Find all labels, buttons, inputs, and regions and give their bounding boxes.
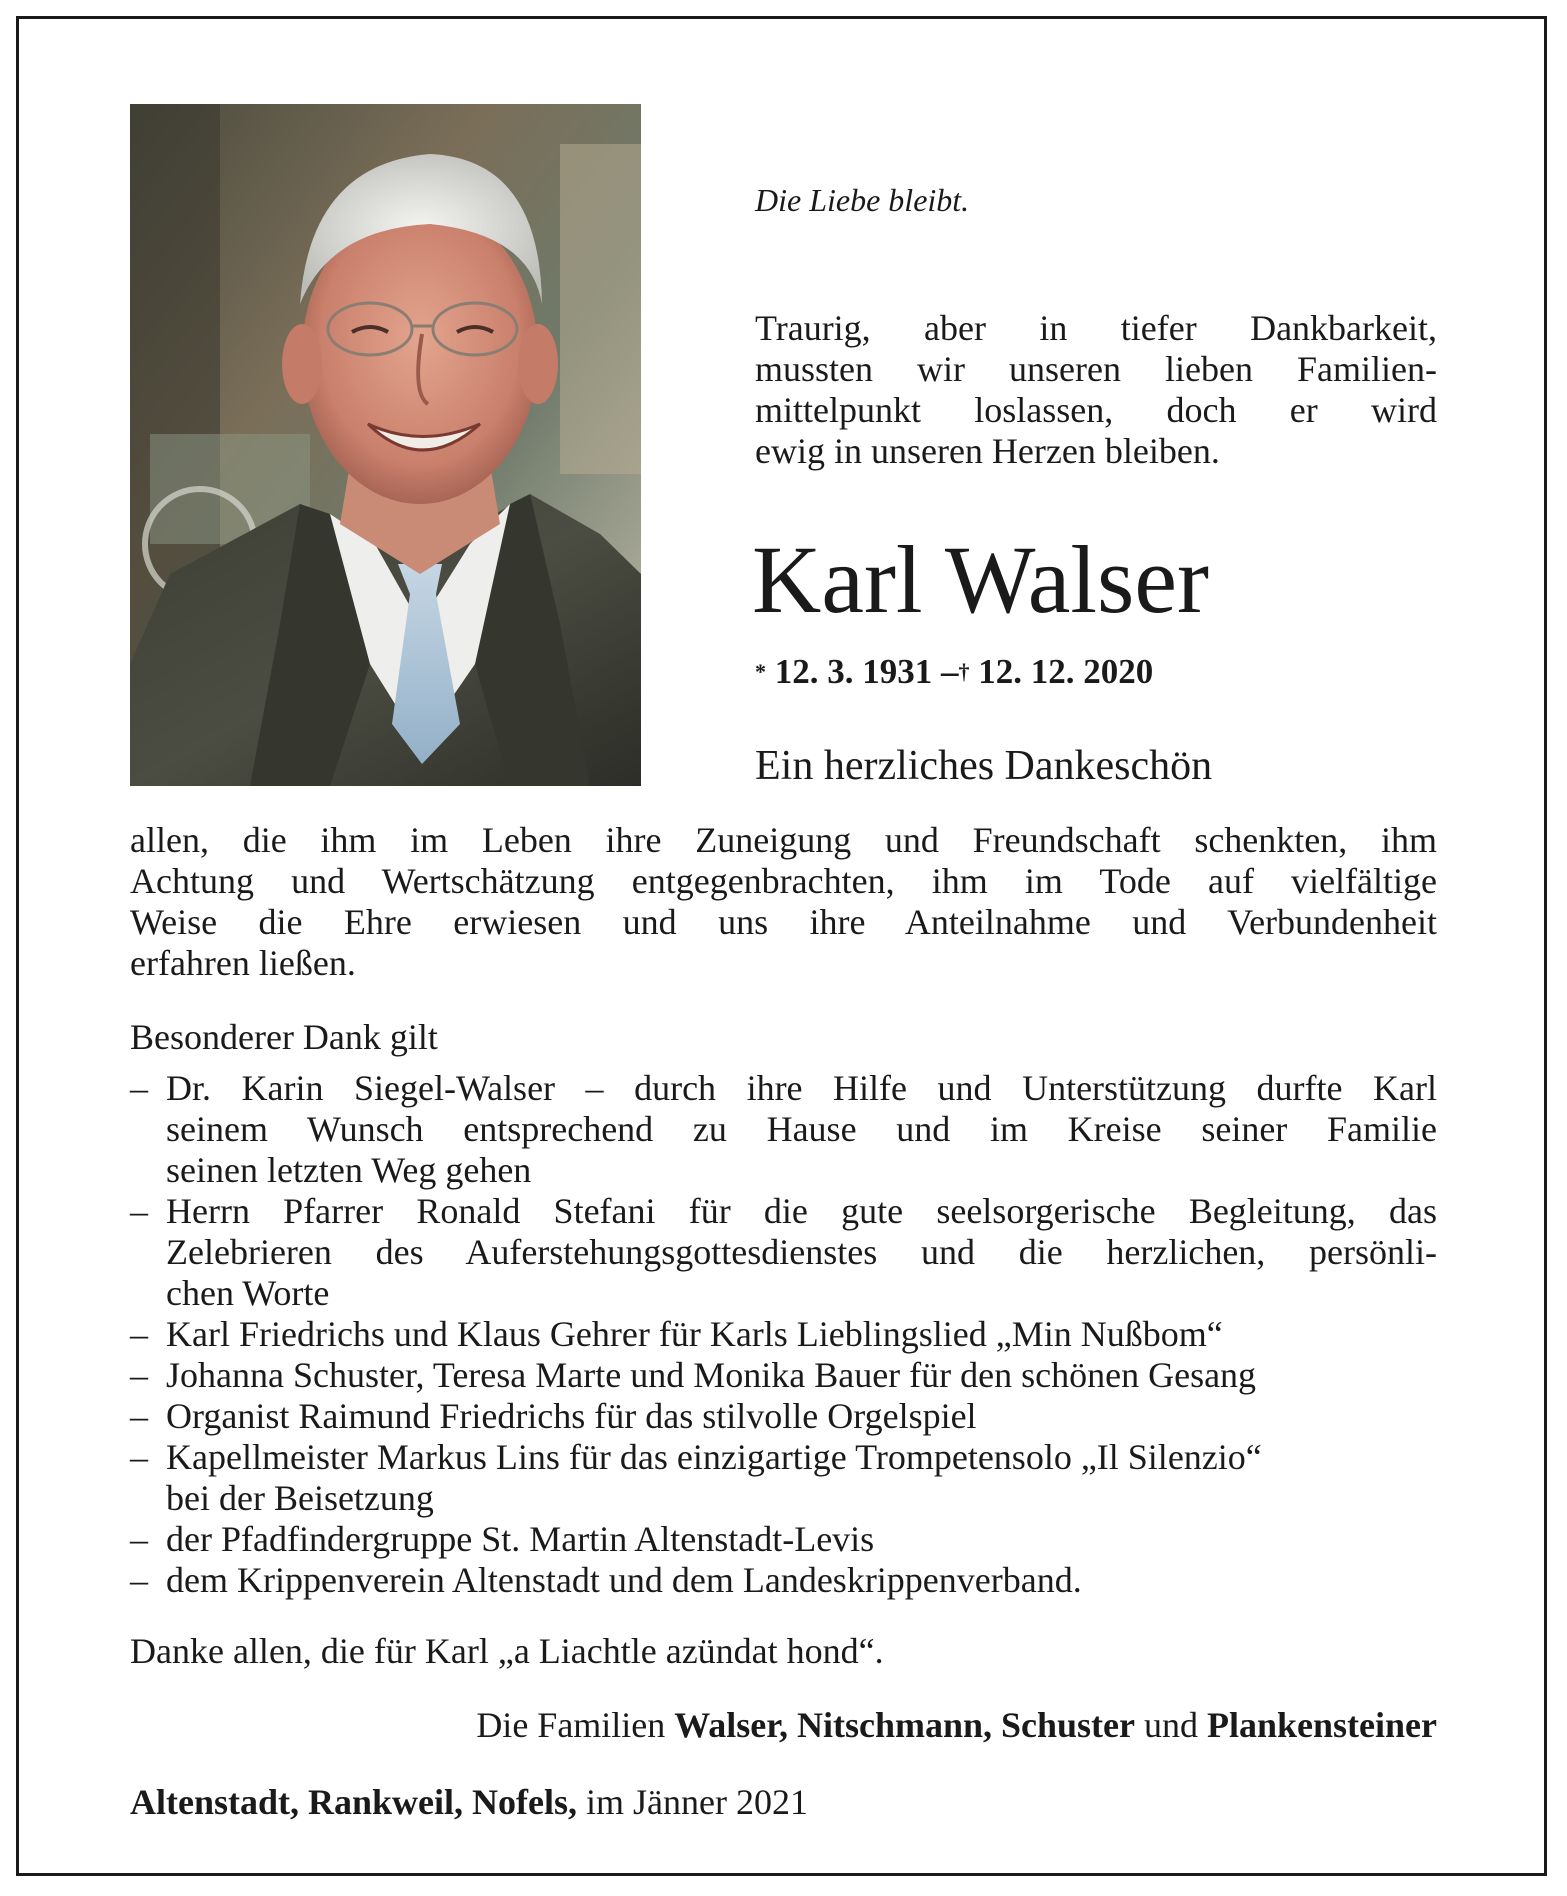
list-dash: – — [130, 1437, 148, 1477]
deceased-name: Karl Walser — [752, 526, 1209, 633]
thanks-heading: Ein herzliches Dankeschön — [755, 743, 1213, 789]
list-item — [130, 1396, 1437, 1437]
intro-line: Traurig, aber in tiefer Dankbarkeit, — [755, 308, 1437, 348]
list-item — [130, 1191, 1437, 1314]
list-dash: – — [130, 1355, 148, 1395]
list-item-line: Dr. Karin Siegel-Walser – durch ihre Hilfe und Unterstützung durfte Karl — [166, 1068, 1437, 1108]
intro-line: mittelpunkt loslassen, doch er wird — [755, 390, 1437, 430]
intro-line: mussten wir unseren lieben Familien- — [755, 349, 1437, 389]
thanks-line: erfahren ließen. — [130, 943, 356, 983]
birth-date: 12. 3. 1931 — [774, 652, 933, 691]
list-item — [130, 1560, 1437, 1601]
list-dash: – — [130, 1314, 148, 1354]
list-item — [130, 1437, 1437, 1519]
notice-date: im Jänner 2021 — [586, 1782, 808, 1822]
motto: Die Liebe bleibt. — [755, 182, 970, 218]
list-item — [130, 1068, 1437, 1191]
list-item-line: seinem Wunsch entsprechend zu Hause und im Kreise seiner Familie — [166, 1109, 1437, 1149]
place-and-date — [130, 1781, 808, 1823]
family-signature — [476, 1704, 1437, 1746]
thanks-line: Weise die Ehre erwiesen und uns ihre Anteilnahme und Verbundenheit — [130, 902, 1437, 942]
list-dash: – — [130, 1519, 148, 1559]
date-separator: – — [941, 652, 959, 691]
list-item — [130, 1314, 1437, 1355]
list-dash: – — [130, 1191, 148, 1231]
death-symbol: † — [958, 659, 970, 684]
families-prefix: Die Familien — [476, 1705, 666, 1745]
list-item-line: seinen letzten Weg gehen — [166, 1150, 532, 1190]
list-item — [130, 1519, 1437, 1560]
list-dash: – — [130, 1396, 148, 1436]
list-item-line: Johanna Schuster, Teresa Marte und Monika Bauer für den schönen Gesang — [166, 1355, 1257, 1395]
family-name: Schuster — [1001, 1705, 1135, 1745]
intro-paragraph — [755, 308, 1437, 472]
place-towns: Altenstadt, Rankweil, Nofels, — [130, 1782, 577, 1822]
list-item-line: dem Krippenverein Altenstadt und dem Landeskrippenverband. — [166, 1560, 1082, 1600]
list-item-line: Zelebrieren des Auferstehungsgottesdienstes und die herzlichen, persönli- — [166, 1232, 1437, 1272]
family-name: Nitschmann, — [796, 1705, 992, 1745]
list-dash: – — [130, 1068, 148, 1108]
portrait-photo — [130, 104, 641, 786]
families-conjunction: und — [1144, 1705, 1198, 1745]
list-item-line: der Pfadfindergruppe St. Martin Altenstadt-Levis — [166, 1519, 875, 1559]
intro-line: ewig in unseren Herzen bleiben. — [755, 431, 1220, 471]
list-item-line: Herrn Pfarrer Ronald Stefani für die gute seelsorgerische Begleitung, das — [166, 1191, 1437, 1231]
life-dates — [755, 652, 1153, 692]
thanks-paragraph — [130, 820, 1437, 984]
closing-line: Danke allen, die für Karl „a Liachtle azündat hond“. — [130, 1631, 884, 1671]
family-name: Plankensteiner — [1207, 1705, 1437, 1745]
special-thanks-list — [130, 1068, 1437, 1601]
list-item-line: chen Worte — [166, 1273, 330, 1313]
death-date: 12. 12. 2020 — [978, 652, 1154, 691]
list-item-line: Organist Raimund Friedrichs für das stilvolle Orgelspiel — [166, 1396, 977, 1436]
list-item-line: bei der Beisetzung — [166, 1478, 434, 1518]
thanks-line: allen, die ihm im Leben ihre Zuneigung und Freundschaft schenkten, ihm — [130, 820, 1437, 860]
list-item-line: Karl Friedrichs und Klaus Gehrer für Karls Lieblingslied „Min Nußbom“ — [166, 1314, 1223, 1354]
birth-symbol: * — [755, 659, 766, 684]
list-dash: – — [130, 1560, 148, 1600]
list-item — [130, 1355, 1437, 1396]
special-thanks-heading: Besonderer Dank gilt — [130, 1017, 438, 1057]
family-name: Walser, — [674, 1705, 788, 1745]
thanks-line: Achtung und Wertschätzung entgegenbrachten, ihm im Tode auf vielfältige — [130, 861, 1437, 901]
list-item-line: Kapellmeister Markus Lins für das einzigartige Trompetensolo „Il Silenzio“ — [166, 1437, 1262, 1477]
